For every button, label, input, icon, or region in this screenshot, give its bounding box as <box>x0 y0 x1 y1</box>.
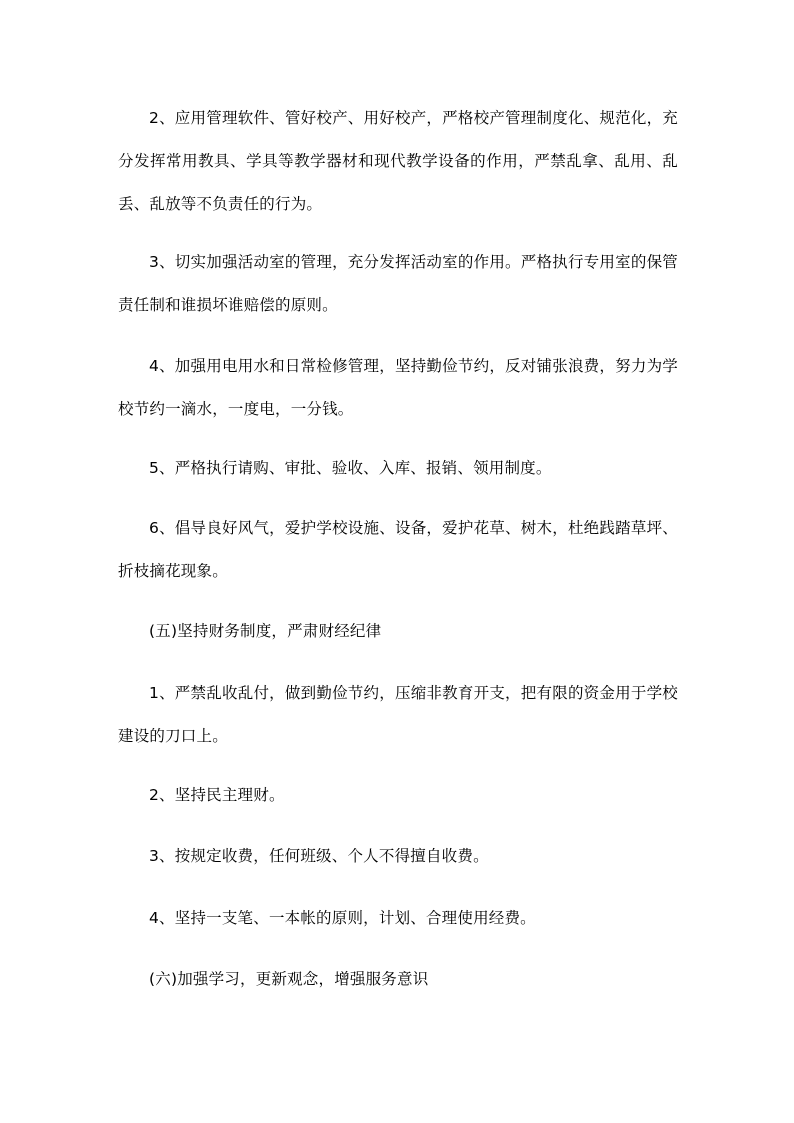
paragraph-democratic-finance: 2、坚持民主理财。 <box>149 786 285 804</box>
section-heading-learning: (六)加强学习，更新观念，增强服务意识 <box>149 970 429 988</box>
paragraph-utilities: 4、加强用电用水和日常检修管理，坚持勤俭节约，反对铺张浪费，努力为学校节约一滴水，一度电，一分钱。 <box>118 357 678 418</box>
paragraph-fee-rules: 3、按规定收费，任何班级、个人不得擅自收费。 <box>149 847 489 865</box>
paragraph-no-arbitrary-fees: 1、严禁乱收乱付，做到勤俭节约，压缩非教育开支，把有限的资金用于学校建设的刀口上。 <box>118 684 678 745</box>
paragraph-care-facilities: 6、倡导良好风气，爱护学校设施、设备，爱护花草、树木，杜绝践踏草坪、折枝摘花现象。 <box>118 519 678 580</box>
paragraph-single-account: 4、坚持一支笔、一本帐的原则，计划、合理使用经费。 <box>149 909 536 927</box>
section-heading-finance: (五)坚持财务制度，严肃财经纪律 <box>149 622 382 640</box>
paragraph-purchase-procedure: 5、严格执行请购、审批、验收、入库、报销、领用制度。 <box>149 459 552 477</box>
paragraph-activity-room: 3、切实加强活动室的管理，充分发挥活动室的作用。严格执行专用室的保管责任制和谁损坏谁赔偿的原则。 <box>118 253 678 314</box>
paragraph-asset-management: 2、应用管理软件、管好校产、用好校产，严格校产管理制度化、规范化，充分发挥常用教具、学具等教学器材和现代教学设备的作用，严禁乱拿、乱用、乱丢、乱放等不负责任的行为。 <box>118 109 678 213</box>
